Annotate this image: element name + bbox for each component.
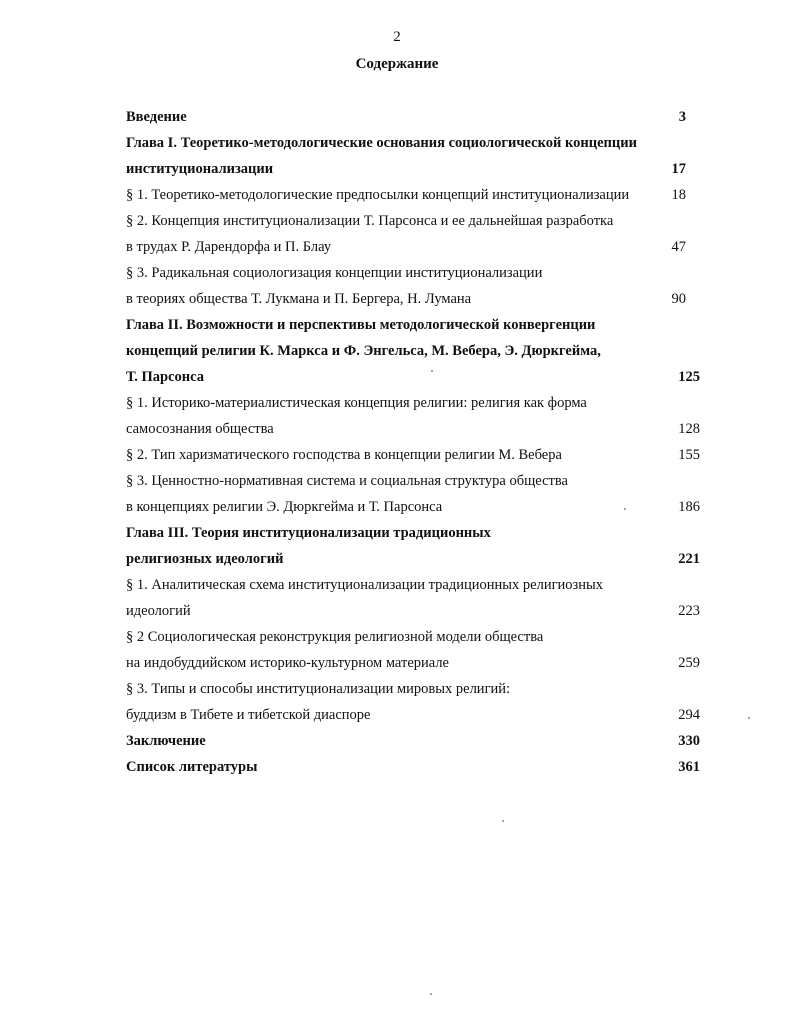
toc-entry <box>126 364 700 390</box>
toc-entry-page: 259 <box>678 655 700 671</box>
toc-entry-page: 3 <box>678 109 686 125</box>
toc-entry <box>126 130 700 156</box>
toc-entry-title: Введение <box>126 109 187 125</box>
toc-entry <box>126 390 700 416</box>
toc-entry-page: 221 <box>678 551 700 567</box>
toc-entry-page: 128 <box>678 421 700 437</box>
toc-entry-title: § 2. Тип харизматического господства в концепции религии М. Вебера <box>126 447 562 463</box>
page-number: 2 <box>393 29 401 45</box>
toc-entry <box>126 442 700 468</box>
toc-entry-title: § 3. Типы и способы институционализации мировых религий: <box>126 681 511 697</box>
toc-entry-title: Т. Парсонса <box>126 369 204 385</box>
toc-entry-page: 294 <box>678 707 700 723</box>
toc-entry-title: § 1. Аналитическая схема институционализации традиционных религиозных <box>126 577 604 593</box>
toc-entry-title: § 3. Ценностно-нормативная система и социальная структура общества <box>126 473 568 489</box>
toc-entry <box>126 754 700 780</box>
toc-entry-title: Глава I. Теоретико-методологические основания социологической концепции <box>126 135 637 151</box>
toc-entry-title: в концепциях религии Э. Дюркгейма и Т. Парсонса <box>126 499 443 515</box>
toc-entry-page: 47 <box>671 239 686 255</box>
toc-entry-page: 17 <box>671 161 686 177</box>
toc-entry-title: § 2. Концепция институционализации Т. Парсонса и ее дальнейшая разработка <box>126 213 614 229</box>
toc-entry-title: в трудах Р. Дарендорфа и П. Блау <box>126 239 332 255</box>
toc-entry-title: институционализации <box>126 161 274 177</box>
toc-entry-page: 155 <box>678 447 700 463</box>
toc-entry <box>126 156 700 182</box>
toc-entry <box>126 182 700 208</box>
toc-entry <box>126 286 700 312</box>
toc-entry-title: Список литературы <box>126 759 258 775</box>
scan-speck <box>748 717 750 719</box>
toc-entry <box>126 338 700 364</box>
toc-entry-title: Глава III. Теория институционализации традиционных <box>126 525 491 541</box>
toc-entry-title: самосознания общества <box>126 421 274 437</box>
toc-entry <box>126 676 700 702</box>
toc-entry <box>126 468 700 494</box>
toc-entry-title: на индобуддийском историко-культурном материале <box>126 655 449 671</box>
toc-entry <box>126 520 700 546</box>
toc-entry-page: 186 <box>678 499 700 515</box>
toc-entry-title: религиозных идеологий <box>126 551 284 567</box>
toc-entry <box>126 728 700 754</box>
toc-entry <box>126 494 700 520</box>
toc-entry <box>126 104 700 130</box>
toc-entry-title: буддизм в Тибете и тибетской диаспоре <box>126 707 371 723</box>
toc-entry <box>126 260 700 286</box>
toc-entry-page: 125 <box>678 369 700 385</box>
toc-entry-title: Заключение <box>126 733 206 749</box>
toc-entry <box>126 572 700 598</box>
toc-entry-page: 330 <box>678 733 700 749</box>
toc-entry <box>126 312 700 338</box>
toc-entry-title: идеологий <box>126 603 191 619</box>
toc-entry-title: Глава II. Возможности и перспективы методологической конвергенции <box>126 317 596 333</box>
toc-entry <box>126 650 700 676</box>
toc-entry <box>126 208 700 234</box>
toc-entry <box>126 234 700 260</box>
toc-entry-page: 90 <box>671 291 686 307</box>
scan-speck <box>502 820 504 822</box>
toc-entry <box>126 598 700 624</box>
page-title: Содержание <box>355 56 439 72</box>
toc-entry <box>126 546 700 572</box>
scan-speck <box>624 508 626 510</box>
toc-entry <box>126 416 700 442</box>
toc-entry-title: § 1. Теоретико-методологические предпосылки концепций институционализации <box>126 187 630 203</box>
toc-entry-title: концепций религии К. Маркса и Ф. Энгельса, М. Вебера, Э. Дюркгейма, <box>126 343 601 359</box>
scan-speck <box>430 993 432 995</box>
toc-entry-title: § 1. Историко-материалистическая концепция религии: религия как форма <box>126 395 587 411</box>
toc-entry-page: 361 <box>678 759 700 775</box>
toc-entry-title: § 3. Радикальная социологизация концепции институционализации <box>126 265 543 281</box>
toc-entry <box>126 624 700 650</box>
toc-entry-title: в теориях общества Т. Лукмана и П. Бергера, Н. Лумана <box>126 291 472 307</box>
table-of-contents <box>126 104 700 780</box>
toc-entry-page: 223 <box>678 603 700 619</box>
scan-speck <box>431 370 433 372</box>
toc-entry <box>126 702 700 728</box>
toc-entry-page: 18 <box>671 187 686 203</box>
toc-entry-title: § 2 Социологическая реконструкция религиозной модели общества <box>126 629 544 645</box>
